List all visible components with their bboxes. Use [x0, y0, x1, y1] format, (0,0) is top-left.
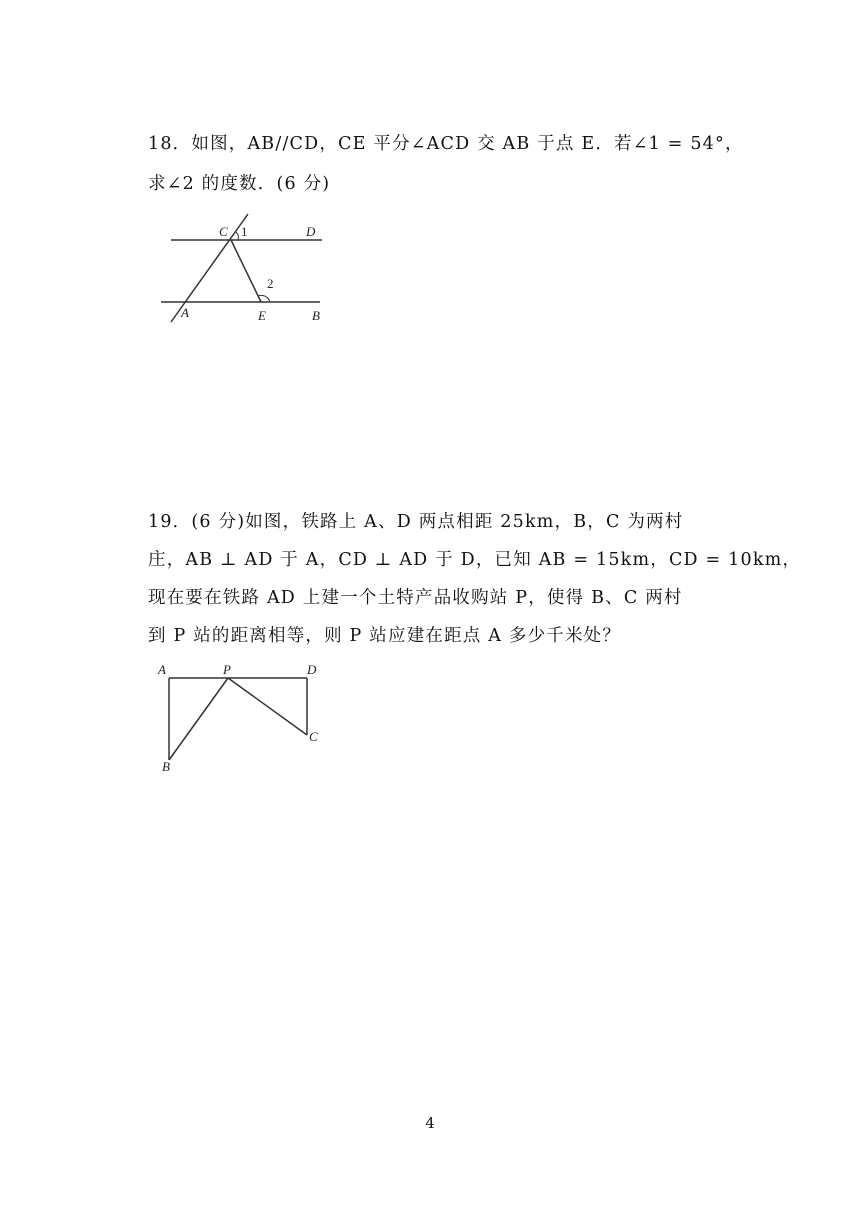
q19-text-line2: 庄，AB ⊥ AD 于 A，CD ⊥ AD 于 D，已知 AB = 15km，CD = 10km，: [148, 550, 802, 570]
q18-text-line1: 18．如图，AB//CD，CE 平分∠ACD 交 AB 于点 E．若∠1 = 54°，: [148, 134, 744, 154]
segment-pc: [228, 678, 307, 735]
label-d: D: [306, 224, 316, 239]
page-number: 4: [425, 1114, 435, 1132]
segment-pb: [169, 678, 228, 760]
angle-1-arc: [236, 232, 238, 240]
label-p: P: [223, 662, 231, 677]
label-a: A: [181, 305, 189, 320]
q18-text-line2: 求∠2 的度数．(6 分): [148, 174, 331, 194]
label-b: B: [312, 308, 320, 323]
q18-figure: [155, 212, 335, 328]
segment-ce: [231, 240, 261, 302]
label-2: 2: [267, 276, 274, 291]
label-b: B: [162, 759, 170, 774]
label-c: C: [309, 729, 318, 744]
q19-text-line4: 到 P 站的距离相等，则 P 站应建在距点 A 多少千米处？: [148, 626, 622, 646]
label-1: 1: [241, 224, 248, 239]
q19-text-line3: 现在要在铁路 AD 上建一个土特产品收购站 P，使得 B、C 两村: [148, 588, 683, 608]
label-a: A: [158, 662, 166, 677]
q19-text-line1: 19．(6 分)如图，铁路上 A、D 两点相距 25km，B，C 为两村: [148, 512, 684, 532]
label-c: C: [219, 224, 228, 239]
label-e: E: [258, 308, 266, 323]
label-d: D: [307, 662, 317, 677]
q19-figure: [150, 656, 330, 776]
